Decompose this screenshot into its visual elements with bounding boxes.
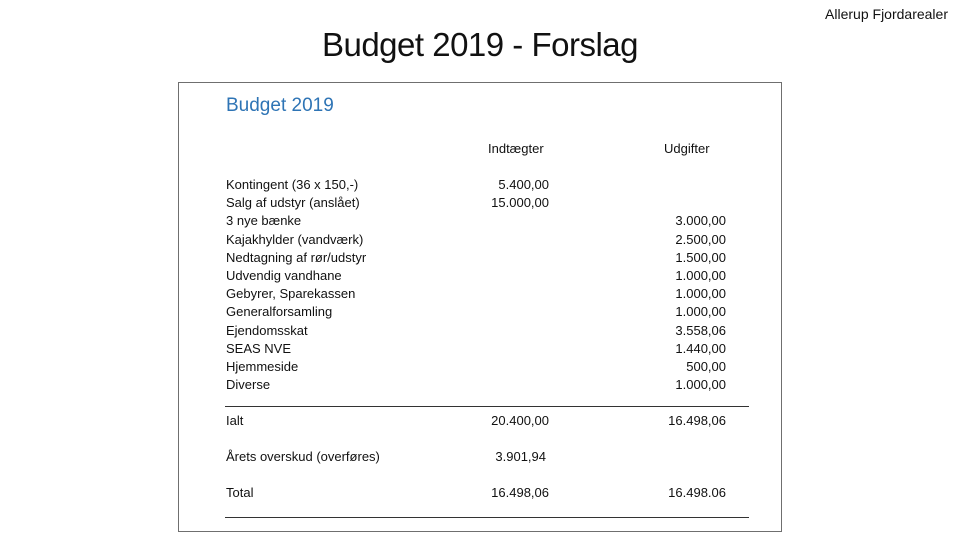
income-column-header: Indtægter — [488, 141, 544, 156]
budget-row-label: Diverse — [226, 377, 271, 393]
slide-title: Budget 2019 - Forslag — [321, 26, 639, 63]
budget-row-expense: 1.000,00 — [675, 304, 726, 320]
surplus-income: 3.901,94 — [495, 449, 546, 464]
budget-row-label: Hjemmeside — [226, 359, 299, 374]
budget-row-expense: 500,00 — [686, 359, 726, 374]
budget-row-label: 3 nye bænke — [226, 213, 302, 229]
budget-row-label: Generalforsamling — [226, 304, 333, 320]
subtotal-expense: 16.498,06 — [668, 413, 726, 428]
budget-row-expense: 3.000,00 — [675, 213, 726, 229]
budget-row-expense: 1.000,00 — [675, 377, 726, 393]
budget-row-label: Gebyrer, Sparekassen — [226, 286, 356, 302]
budget-row-label: Salg af udstyr (anslået) — [226, 195, 360, 211]
total-income: 16.498,06 — [491, 485, 549, 500]
budget-row-label: SEAS NVE — [226, 340, 292, 356]
subtotal-divider — [225, 406, 749, 407]
expense-column-header: Udgifter — [664, 141, 710, 156]
budget-row-label: Kontingent (36 x 150,-) — [226, 177, 359, 192]
surplus-label: Årets overskud (overføres) — [226, 449, 380, 464]
document-title: Budget 2019 — [226, 95, 334, 116]
budget-row-label: Udvendig vandhane — [226, 268, 342, 283]
budget-row-label: Ejendomsskat — [226, 322, 308, 338]
budget-row-label: Kajakhylder (vandværk) — [226, 231, 364, 247]
budget-row-expense: 2.500,00 — [675, 231, 726, 247]
budget-document — [178, 82, 782, 532]
organization-name: Allerup Fjordarealer — [825, 6, 948, 22]
subtotal-income: 20.400,00 — [491, 413, 549, 428]
budget-row-label: Nedtagning af rør/udstyr — [226, 249, 367, 265]
total-label: Total — [226, 485, 254, 500]
budget-row-income: 15.000,00 — [491, 195, 549, 211]
budget-row-income: 5.400,00 — [498, 177, 549, 192]
subtotal-label: Ialt — [226, 413, 244, 428]
total-expense: 16.498.06 — [668, 485, 726, 500]
budget-row-expense: 1.440,00 — [675, 340, 726, 356]
budget-row-expense: 1.000,00 — [675, 268, 726, 283]
budget-row-expense: 1.500,00 — [675, 249, 726, 265]
budget-row-expense: 1.000,00 — [675, 286, 726, 302]
budget-row-expense: 3.558,06 — [675, 322, 726, 338]
total-divider — [225, 517, 749, 518]
